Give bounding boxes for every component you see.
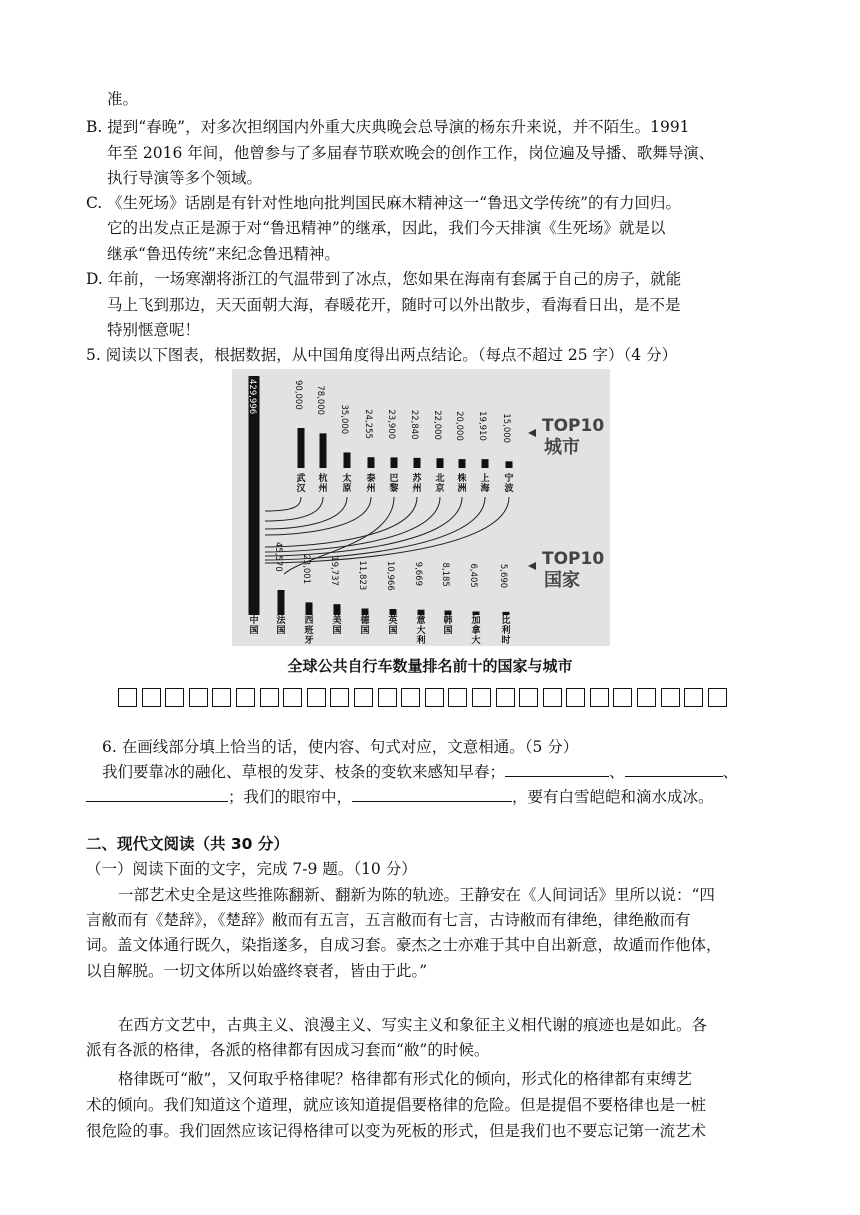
country-name-label xyxy=(443,614,452,636)
city-name-label xyxy=(318,472,327,494)
country-name-label-char: 国 xyxy=(332,626,342,636)
answer-box[interactable] xyxy=(142,688,161,707)
bicycle-chart xyxy=(232,369,610,646)
country-name-label-char: 国 xyxy=(443,626,453,636)
answer-box[interactable] xyxy=(519,688,538,707)
city-name-label-char: 洲 xyxy=(457,484,467,494)
country-name-label xyxy=(470,614,480,646)
country-value-label: 10,966 xyxy=(385,560,395,591)
city-bar xyxy=(391,457,398,468)
passage-line: 术的倾向。我们知道这个道理，就应该知道提倡要格律的危险。但是提倡不要格律也是一桩 xyxy=(86,1096,707,1114)
city-value-label: 22,000 xyxy=(432,410,442,440)
answer-blank-4[interactable] xyxy=(352,787,512,802)
city-badge-subtitle: 城市 xyxy=(544,437,580,458)
city-name-label xyxy=(435,472,444,494)
answer-box[interactable] xyxy=(378,688,397,707)
city-name-label xyxy=(504,472,513,494)
answer-box-row xyxy=(118,688,727,707)
city-name-label xyxy=(480,472,490,494)
bicycle-chart-figure xyxy=(232,369,610,646)
country-name-label-char: 时 xyxy=(501,636,511,646)
subsection-heading: （一）阅读下面的文字，完成 7-9 题。（10 分） xyxy=(86,860,417,878)
country-name-label xyxy=(303,614,314,646)
country-bar xyxy=(445,611,452,615)
city-name-label-char: 上 xyxy=(480,474,490,484)
country-badge-subtitle: 国家 xyxy=(544,570,580,591)
country-name-label-char: 国 xyxy=(388,626,398,636)
answer-box[interactable] xyxy=(189,688,208,707)
city-name-label-char: 杭 xyxy=(318,474,328,484)
city-bar xyxy=(320,433,327,468)
country-name-label-char: 中 xyxy=(249,616,259,626)
country-value-label: 9,669 xyxy=(413,561,423,587)
answer-box[interactable] xyxy=(543,688,562,707)
city-name-label-char: 原 xyxy=(342,484,352,494)
answer-box[interactable] xyxy=(212,688,231,707)
country-name-label xyxy=(249,614,258,636)
q6-text-mid: ；我们的眼帘中， xyxy=(228,788,353,806)
city-bar xyxy=(437,458,444,468)
city-value-label: 20,000 xyxy=(454,411,464,441)
section-heading: 二、现代文阅读（共 30 分） xyxy=(86,835,289,853)
answer-box[interactable] xyxy=(307,688,326,707)
passage-line: 一部艺术史全是这些推陈翻新、翻新为陈的轨迹。王静安在《人间词话》里所以说：“四 xyxy=(118,886,715,904)
text-line: 继承“鲁迅传统”来纪念鲁迅精神。 xyxy=(107,245,340,263)
question-5: 5. 阅读以下图表，根据数据，从中国角度得出两点结论。（每点不超过 25 字）（4 分） xyxy=(86,346,678,364)
country-name-label xyxy=(500,614,510,646)
city-name-label xyxy=(366,472,375,494)
text-line: 执行导演等多个领域。 xyxy=(107,169,263,187)
link-curve xyxy=(265,497,371,535)
link-curve xyxy=(265,497,462,556)
q6-separator: 、 xyxy=(609,763,625,781)
country-bar xyxy=(362,609,369,615)
city-value-label: 22,840 xyxy=(409,409,419,440)
city-name-label-char: 北 xyxy=(435,474,445,484)
answer-box[interactable] xyxy=(566,688,585,707)
city-name-label xyxy=(342,472,351,494)
city-bar xyxy=(482,459,489,468)
city-value-label: 35,000 xyxy=(339,404,349,435)
country-name-label-char: 加 xyxy=(471,616,481,626)
passage-line: 派有各派的格律，各派的格律都有因成习套而“敝”的时候。 xyxy=(86,1041,490,1059)
text-line: 准。 xyxy=(107,90,139,108)
city-name-label-char: 武 xyxy=(296,474,306,484)
city-name-label-char: 苏 xyxy=(412,474,422,484)
country-bar xyxy=(473,611,480,615)
q6-separator: 、 xyxy=(722,763,739,781)
chart-caption: 全球公共自行车数量排名前十的国家与城市 xyxy=(287,657,573,675)
city-name-label-char: 株 xyxy=(457,474,467,484)
country-name-label-char: 西 xyxy=(304,616,314,626)
city-bar xyxy=(298,428,305,468)
country-name-label-char: 大 xyxy=(416,626,426,636)
country-bar xyxy=(278,590,285,615)
passage-line: 言敝而有《楚辞》，《楚辞》敝而有五言，五言敝而有七言，古诗敝而有律绝，律绝敝而有 xyxy=(86,911,691,929)
link-curve xyxy=(265,497,301,511)
answer-box[interactable] xyxy=(330,688,349,707)
city-value-label: 15,000 xyxy=(501,413,511,444)
answer-box[interactable] xyxy=(236,688,255,707)
country-name-label-char: 牙 xyxy=(304,636,314,646)
text-line: 它的出发点正是源于对“鲁迅精神”的继承，因此，我们今天排演《生死场》就是以 xyxy=(107,219,666,237)
city-bar xyxy=(368,457,375,468)
city-value-label: 90,000 xyxy=(293,380,303,410)
country-name-label-char: 英 xyxy=(388,616,398,626)
city-name-label-char: 黎 xyxy=(389,484,399,494)
city-name-label-char: 州 xyxy=(318,484,328,494)
link-curve xyxy=(265,497,417,547)
city-value-label: 24,255 xyxy=(363,409,373,439)
answer-box[interactable] xyxy=(354,688,373,707)
answer-box[interactable] xyxy=(448,688,467,707)
country-name-label-char: 法 xyxy=(276,616,286,626)
city-name-label-char: 京 xyxy=(435,484,445,494)
city-name-label-char: 海 xyxy=(480,484,490,494)
answer-box[interactable] xyxy=(401,688,420,707)
q6-text-start: 我们要靠冰的融化、草根的发芽、枝条的变软来感知早春； xyxy=(102,763,506,781)
text-line: C. 《生死场》话剧是有针对性地向批判国民麻木精神这一“鲁迅文学传统”的有力回归。 xyxy=(86,194,682,212)
country-badge-arrow-icon xyxy=(528,562,536,570)
country-name-label-char: 比 xyxy=(501,616,511,626)
country-name-label-char: 国 xyxy=(360,626,370,636)
text-line: B. 提到“春晚”，对多次担纲国内外重大庆典晚会总导演的杨东升来说，并不陌生。1991 xyxy=(86,118,690,136)
answer-box[interactable] xyxy=(661,688,680,707)
q6-text-end: ，要有白雪皑皑和滴水成冰。 xyxy=(512,788,714,806)
country-name-label-char: 国 xyxy=(276,626,286,636)
answer-box[interactable] xyxy=(118,688,137,707)
city-name-label xyxy=(456,472,466,494)
answer-blank-2[interactable] xyxy=(625,762,723,777)
country-name-label-char: 国 xyxy=(249,626,259,636)
country-bar xyxy=(334,604,341,615)
city-name-label-char: 州 xyxy=(412,484,422,494)
country-name-label xyxy=(415,614,425,646)
city-value-label: 78,000 xyxy=(315,385,325,416)
answer-blank-1[interactable] xyxy=(505,762,609,777)
country-name-label-char: 利 xyxy=(501,626,511,636)
country-value-label: 11,823 xyxy=(357,560,367,591)
passage-line: 格律既可“敝”，又何取乎格律呢？格律都有形式化的倾向，形式化的格律都有束缚艺 xyxy=(118,1070,692,1088)
city-bar xyxy=(459,459,466,468)
passage-line: 词。盖文体通行既久，染指遂多，自成习套。豪杰之士亦难于其中自出新意，故遁而作他体， xyxy=(86,936,722,954)
country-name-label-char: 利 xyxy=(416,636,426,646)
country-value-label: 429,996 xyxy=(247,379,257,415)
city-name-label-char: 宁 xyxy=(504,474,514,484)
passage-line: 在西方文艺中，古典主义、浪漫主义、写实主义和象征主义相代谢的痕迹也是如此。各 xyxy=(118,1016,708,1034)
country-value-label: 8,185 xyxy=(440,562,450,587)
city-bar xyxy=(414,458,421,468)
city-name-label xyxy=(412,472,422,494)
text-line: D. 年前，一场寒潮将浙江的气温带到了冰点，您如果在海南有套属于自己的房子，就能 xyxy=(86,270,682,288)
text-line: 马上飞到那边，天天面朝大海，春暖花开，随时可以外出散步，看海看日出，是不是 xyxy=(107,296,681,314)
answer-box[interactable] xyxy=(590,688,609,707)
answer-box[interactable] xyxy=(283,688,302,707)
answer-box[interactable] xyxy=(260,688,279,707)
city-name-label xyxy=(389,473,398,494)
country-bar xyxy=(418,610,425,615)
answer-box[interactable] xyxy=(708,688,727,707)
city-value-label: 23,900 xyxy=(386,409,396,440)
answer-box[interactable] xyxy=(496,688,515,707)
passage-line: 以自解脱。一切文体所以始盛终衰者，皆由于此。” xyxy=(86,962,428,980)
city-name-label-char: 太 xyxy=(342,474,352,484)
city-bar xyxy=(506,461,513,468)
country-name-label xyxy=(276,614,286,636)
link-curve xyxy=(265,497,347,529)
country-name-label xyxy=(388,614,397,636)
answer-box[interactable] xyxy=(613,688,632,707)
country-value-label: 23,001 xyxy=(301,554,311,585)
country-badge-title: TOP10 xyxy=(542,549,605,569)
country-name-label-char: 班 xyxy=(304,626,314,636)
link-curve xyxy=(265,497,323,521)
text-line: 特别惬意呢！ xyxy=(107,321,201,339)
passage-line: 很危险的事。我们固然应该记得格律可以变为死板的形式，但是我们也不要忘记第一流艺术 xyxy=(86,1122,707,1140)
text-line: 年至 2016 年间，他曾参与了多届春节联欢晚会的创作工作，岗位遍及导播、歌舞导演、 xyxy=(107,144,715,162)
city-value-label: 19,910 xyxy=(477,411,487,441)
country-bar xyxy=(306,602,313,615)
city-badge-arrow-icon xyxy=(528,429,536,437)
answer-box[interactable] xyxy=(637,688,656,707)
answer-box[interactable] xyxy=(472,688,491,707)
question-6: 6. 在画线部分填上恰当的话，使内容、句式对应，文意相通。（5 分） xyxy=(102,738,579,756)
city-badge-title: TOP10 xyxy=(542,416,605,436)
country-value-label: 6,405 xyxy=(468,563,478,588)
country-value-label: 45,570 xyxy=(273,542,283,572)
country-name-label-char: 韩 xyxy=(443,616,453,626)
country-value-label: 5,690 xyxy=(498,563,508,589)
country-bar xyxy=(390,609,397,615)
country-name-label-char: 美 xyxy=(332,616,342,626)
answer-box[interactable] xyxy=(425,688,444,707)
country-bar xyxy=(503,612,510,615)
city-name-label-char: 波 xyxy=(504,484,514,494)
country-name-label-char: 拿 xyxy=(471,626,481,636)
question-6-line-1 xyxy=(102,762,738,782)
question-6-line-2 xyxy=(86,787,714,807)
link-curve xyxy=(265,497,509,563)
country-name-label-char: 意 xyxy=(416,616,426,626)
city-name-label-char: 泰 xyxy=(366,474,376,484)
city-name-label-char: 州 xyxy=(366,484,376,494)
city-name-label xyxy=(296,472,306,494)
answer-box[interactable] xyxy=(684,688,703,707)
country-name-label-char: 大 xyxy=(471,636,481,646)
city-name-label-char: 汉 xyxy=(296,484,306,494)
city-bar xyxy=(344,452,351,468)
country-name-label-char: 德 xyxy=(360,616,370,626)
answer-blank-3[interactable] xyxy=(86,787,228,802)
answer-box[interactable] xyxy=(165,688,184,707)
city-name-label-char: 巴 xyxy=(389,474,399,484)
country-value-label: 19,737 xyxy=(329,556,339,586)
country-name-label xyxy=(360,614,370,636)
country-name-label xyxy=(332,614,341,636)
